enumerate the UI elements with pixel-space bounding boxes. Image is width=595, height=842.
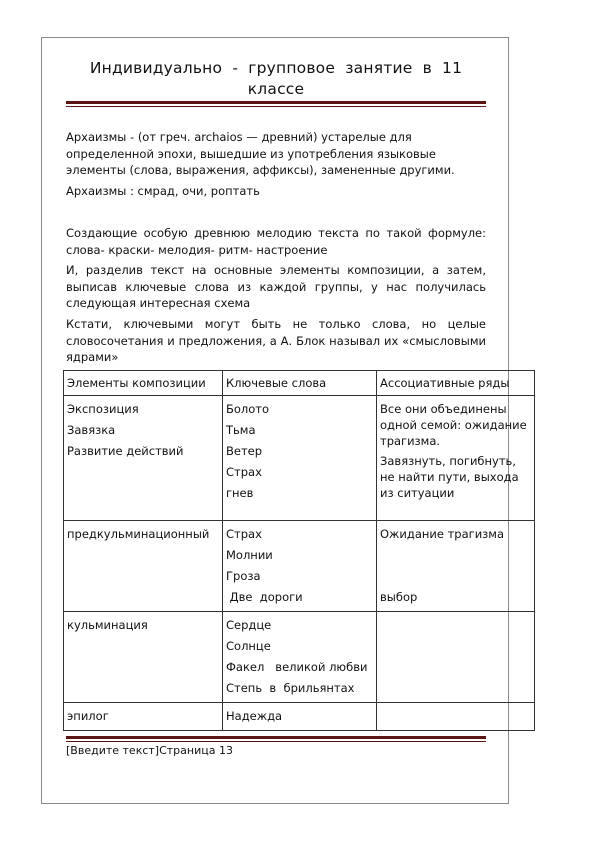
keyword-item: Две дороги [226, 590, 303, 604]
keywords-cell [223, 703, 377, 731]
association-item: Завязнуть, погибнуть, не найти пути, выхода из ситуации [380, 454, 519, 500]
element-item: Завязка [67, 423, 116, 437]
associations-cell [377, 703, 535, 731]
element-item: Экспозиция [67, 402, 139, 416]
keyword-item: Тьма [226, 423, 256, 437]
association-item: Ожидание трагизма [380, 527, 505, 541]
keyword-item: Солнце [226, 639, 271, 653]
keyword-item: Факел великой любви [226, 660, 368, 674]
definition-paragraph: Архаизмы - (от греч. archaios — древний) устарелые для определенной эпохи, вышедшие из употребления языковые элементы (слова, выражения, аффиксы), замененные другими. [66, 130, 455, 177]
keywords-cell [223, 521, 377, 612]
elements-cell [64, 396, 223, 521]
keyword-item: Страх [226, 465, 262, 479]
keyword-item: Молнии [226, 548, 273, 562]
keyword-item: Гроза [226, 569, 261, 583]
division-paragraph: И, разделив текст на основные элементы композиции, а затем, выписав ключевые слова из каждой группы, у нас получилась следующая интересная схема [66, 263, 486, 310]
composition-table [63, 370, 535, 731]
keyword-item: Степь в брильянтах [226, 681, 355, 695]
element-item: Развитие действий [67, 444, 184, 458]
keyword-item: Надежда [226, 709, 283, 723]
associations-cell [377, 521, 535, 612]
table-header-row [64, 371, 535, 396]
blok-paragraph: Кстати, ключевыми могут быть не только слова, но целые словосочетания и предложения, а А. Блок называл их «смысловыми ядрами» [66, 317, 486, 364]
footer-divider [66, 736, 486, 742]
table-row [64, 703, 535, 731]
formula-paragraph: Создающие особую древнюю мелодию текста по такой формуле: слова- краски- мелодия- ритм- настроение [66, 226, 486, 257]
header-keywords: Ключевые слова [223, 371, 377, 396]
examples-paragraph: Архаизмы : смрад, очи, роптать [66, 184, 260, 198]
table-row [64, 521, 535, 612]
keywords-cell [223, 612, 377, 703]
associations-cell [377, 396, 535, 521]
page-footer: [Введите текст]Страница 13 [66, 744, 233, 757]
keywords-cell [223, 396, 377, 521]
association-item: выбор [380, 590, 418, 604]
header-elements: Элементы композиции [64, 371, 223, 396]
header-associations: Ассоциативные ряды [377, 371, 535, 396]
element-item: эпилог [67, 709, 109, 723]
keyword-item: Ветер [226, 444, 263, 458]
element-item: предкульминационный [67, 527, 210, 541]
elements-cell [64, 521, 223, 612]
associations-cell [377, 612, 535, 703]
elements-cell [64, 703, 223, 731]
keyword-item: Сердце [226, 618, 272, 632]
keyword-item: гнев [226, 486, 254, 500]
elements-cell [64, 612, 223, 703]
title-divider [66, 101, 486, 107]
keyword-item: Страх [226, 527, 262, 541]
keyword-item: Болото [226, 402, 270, 416]
association-item: Все они объединены одной семой: ожидание трагизма. [380, 402, 527, 448]
table-row [64, 612, 535, 703]
page-title: Индивидуально - групповое занятие в 11 классе [89, 59, 463, 98]
table-row [64, 396, 535, 521]
element-item: кульминация [67, 618, 148, 632]
